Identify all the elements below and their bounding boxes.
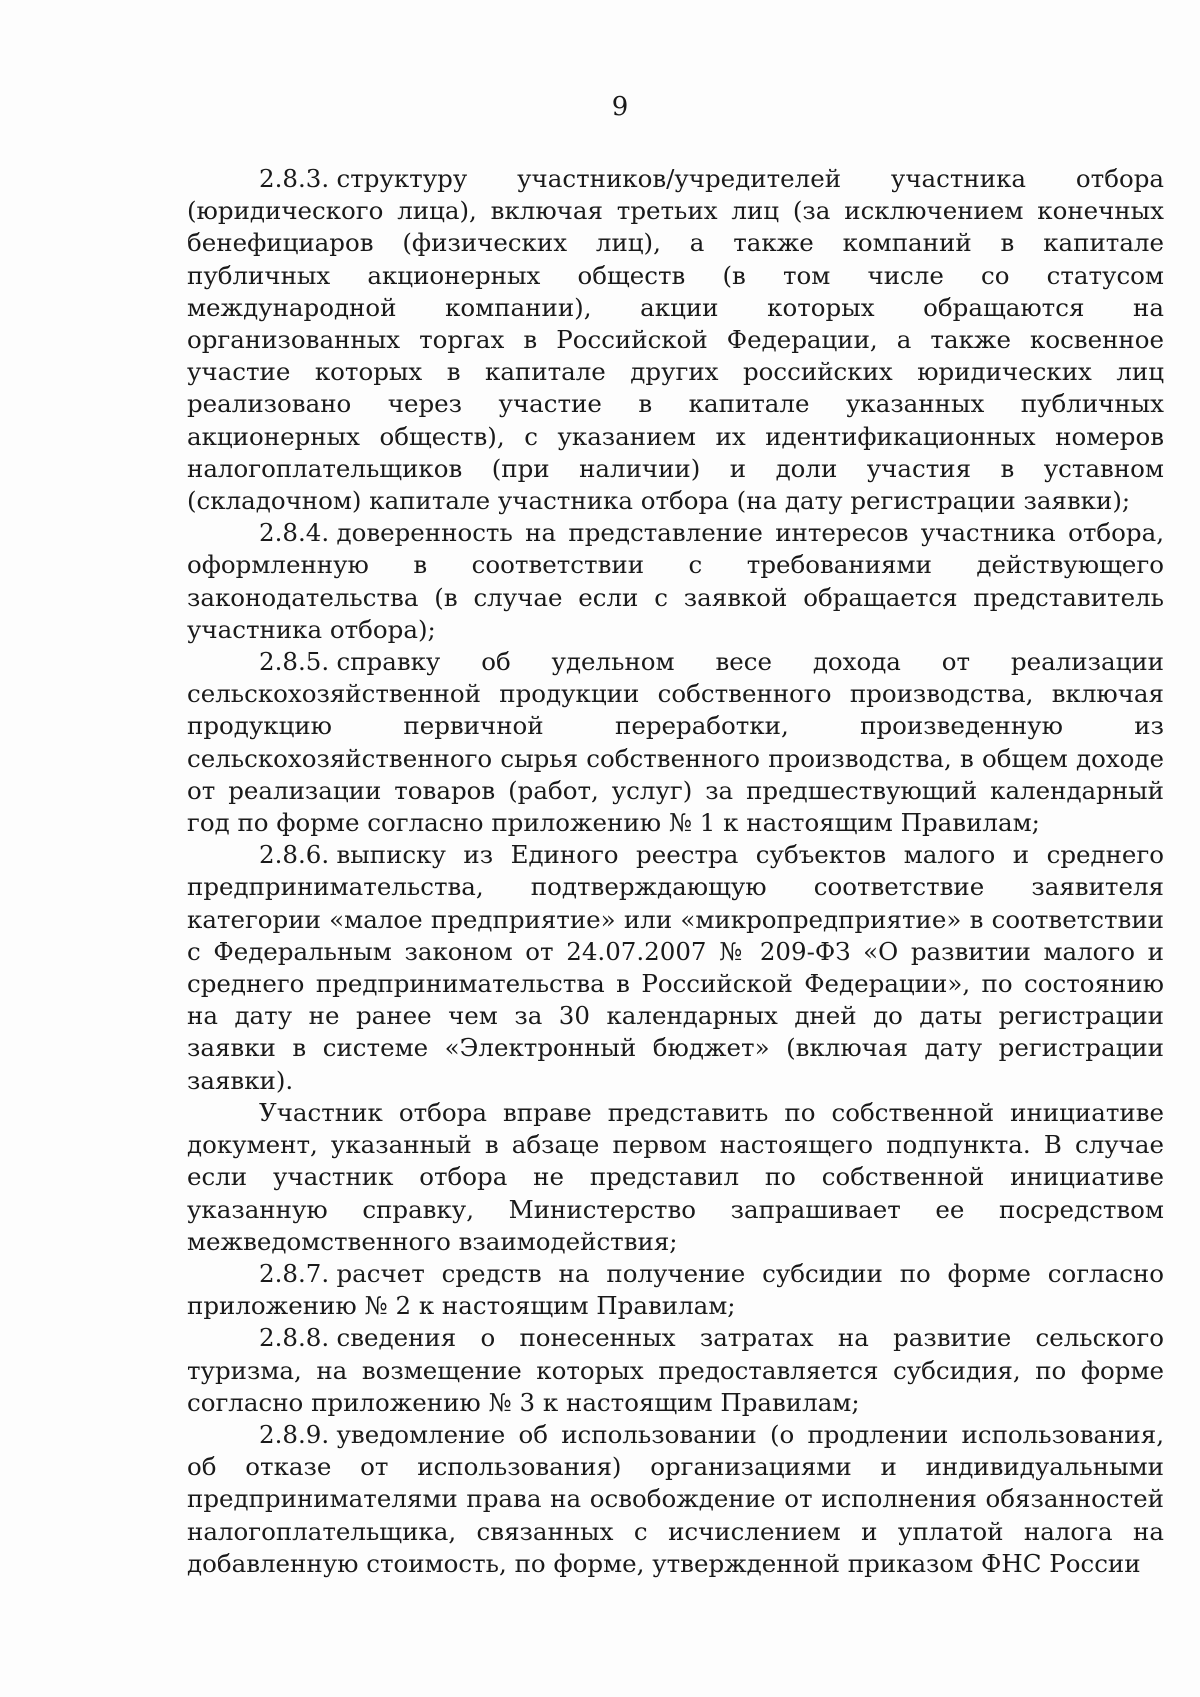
- paragraph-2-8-5: [187, 646, 1164, 839]
- paragraph-2-8-3: [187, 163, 1164, 517]
- paragraph-text: структуру участников/учредителей участника отбора (юридического лица), включая третьих лиц (за исключением конечных бенефициаров (физических лиц), а также компаний в капитале публичных акционерных обществ (в том числе со статусом международной компании), акции которых обращаются на организованных торгах в Российской Федерации, а также косвенное участие которых в капитале других российских юридических лиц реализовано через участие в капитале указанных публичных акционерных обществ), с указанием их идентификационных номеров налогоплательщиков (при наличии) и доли участия в уставном (складочном) капитале участника отбора (на дату регистрации заявки);: [187, 164, 1164, 516]
- paragraph-number: 2.8.8.: [259, 1323, 330, 1353]
- paragraph-number: 2.8.6.: [259, 840, 330, 870]
- page-number: 9: [611, 92, 629, 122]
- paragraph-2-8-8: [187, 1322, 1164, 1419]
- paragraph-text: доверенность на представление интересов участника отбора, оформленную в соответствии с требованиями действующего законодательства (в случае если с заявкой обращается представитель участника отбора);: [187, 518, 1164, 644]
- paragraph-text: Участник отбора вправе представить по собственной инициативе документ, указанный в абзаце первом настоящего подпункта. В случае если участник отбора не представил по собственной инициативе указанную справку, Министерство запрашивает ее посредством межведомственного взаимодействия;: [187, 1097, 1164, 1256]
- paragraph-number: 2.8.7.: [259, 1258, 330, 1288]
- paragraph-text: справку об удельном весе дохода от реализации сельскохозяйственной продукции собственного производства, включая продукцию первичной переработки, произведенную из сельскохозяйственного сырья собственного производства, в общем доходе от реализации товаров (работ, услуг) за предшествующий календарный год по форме согласно приложению № 1 к настоящим Правилам;: [187, 647, 1164, 838]
- paragraph-number: 2.8.5.: [259, 647, 330, 677]
- paragraph-number: 2.8.4.: [259, 518, 330, 548]
- paragraph-text: выписку из Единого реестра субъектов малого и среднего предпринимательства, подтверждающую соответствие заявителя категории «малое предприятие» или «микропредприятие» в соответствии с Федеральным законом от 24.07.2007 № 209-ФЗ «О развитии малого и среднего предпринимательства в Российской Федерации», по состоянию на дату не ранее чем за 30 календарных дней до даты регистрации заявки в системе «Электронный бюджет» (включая дату регистрации заявки).: [187, 840, 1164, 1095]
- paragraph-text: уведомление об использовании (о продлении использования, об отказе от использования) организациями и индивидуальными предпринимателями права на освобождение от исполнения обязанностей налогоплательщика, связанных с исчислением и уплатой налога на добавленную стоимость, по форме, утвержденной приказом ФНС России: [187, 1419, 1164, 1578]
- paragraph-number: 2.8.9.: [259, 1419, 330, 1449]
- paragraph-number: 2.8.3.: [259, 164, 330, 193]
- document-body: [187, 163, 1164, 1580]
- paragraph-2-8-7: [187, 1258, 1164, 1322]
- paragraph-2-8-6: [187, 839, 1164, 1097]
- paragraph-text: расчет средств на получение субсидии по форме согласно приложению № 2 к настоящим Правилам;: [187, 1258, 1164, 1321]
- paragraph-2-8-4: [187, 517, 1164, 646]
- paragraph-text: сведения о понесенных затратах на развитие сельского туризма, на возмещение которых предоставляется субсидия, по форме согласно приложению № 3 к настоящим Правилам;: [187, 1323, 1164, 1417]
- paragraph-participant-right: [187, 1097, 1164, 1258]
- paragraph-2-8-9: [187, 1419, 1164, 1580]
